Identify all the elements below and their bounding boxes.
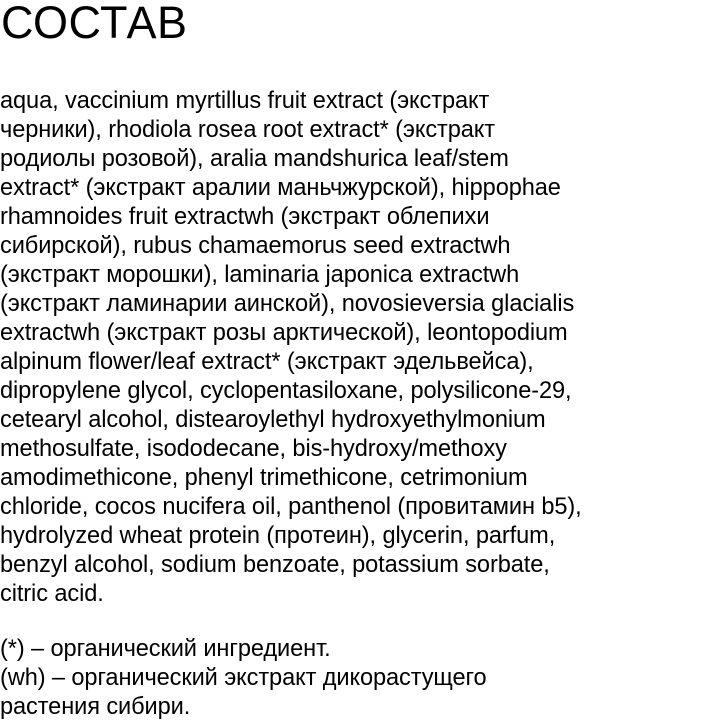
ingredients-line: extract* (экстракт аралии маньчжурской), hippophae <box>0 175 561 201</box>
ingredients-line: (экстракт ламинарии аинской), novosieversia glacialis <box>0 291 575 317</box>
ingredients-line: (экстракт морошки), laminaria japonica extractwh <box>0 262 520 288</box>
ingredients-list <box>0 87 712 609</box>
ingredients-line: aqua, vaccinium myrtillus fruit extract (экстракт <box>0 88 490 114</box>
ingredients-line: chloride, cocos nucifera oil, panthenol (провитамин b5), <box>0 494 582 520</box>
ingredients-line: hydrolyzed wheat protein (протеин), glycerin, parfum, <box>0 523 556 549</box>
ingredients-line: benzyl alcohol, sodium benzoate, potassium sorbate, <box>0 552 550 578</box>
ingredients-line: dipropylene glycol, cyclopentasiloxane, polysilicone-29, <box>0 378 572 404</box>
page-title: СОСТАВ <box>1 0 188 48</box>
footnote-wild-continuation: растения сибири. <box>0 694 191 720</box>
ingredients-line: methosulfate, isododecane, bis-hydroxy/methoxy <box>0 436 507 462</box>
ingredients-line: cetearyl alcohol, distearoylethyl hydroxyethylmonium <box>0 407 546 433</box>
ingredients-line: extractwh (экстракт розы арктической), leontopodium <box>0 320 568 346</box>
footnotes <box>0 635 712 722</box>
ingredients-line: сибирской), rubus chamaemorus seed extractwh <box>0 233 511 259</box>
footnote-wild: (wh) – органический экстракт дикорастущего <box>0 665 487 691</box>
footnote-organic: (*) – органический ингредиент. <box>0 636 331 662</box>
ingredients-line: alpinum flower/leaf extract* (экстракт эдельвейса), <box>0 349 534 375</box>
ingredients-line: amodimethicone, phenyl trimethicone, cetrimonium <box>0 465 528 491</box>
ingredients-line: rhamnoides fruit extractwh (экстракт облепихи <box>0 204 490 230</box>
ingredients-line: citric acid. <box>0 581 104 607</box>
ingredients-line: родиолы розовой), aralia mandshurica leaf/stem <box>0 146 509 172</box>
ingredients-line: черники), rhodiola rosea root extract* (экстракт <box>0 117 495 143</box>
